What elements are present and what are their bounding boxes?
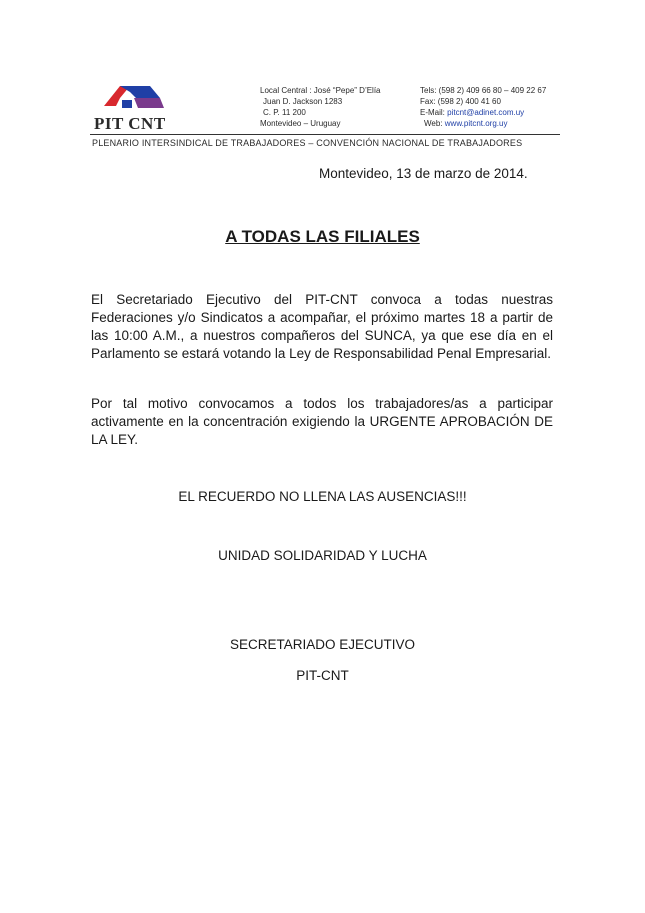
motto: UNIDAD SOLIDARIDAD Y LUCHA bbox=[218, 548, 427, 563]
contact-details bbox=[420, 85, 546, 129]
address-line: Local Central : José “Pepe” D’Elía bbox=[260, 86, 381, 95]
email-line bbox=[420, 107, 546, 118]
fax-line: Fax: (598 2) 400 41 60 bbox=[420, 97, 501, 106]
body-paragraph: Por tal motivo convocamos a todos los trabajadores/as a participar activamente en la concentración exigiendo la URGENTE APROBACIÓN DE LA LEY. bbox=[91, 396, 553, 447]
letter-date: Montevideo, 13 de marzo de 2014. bbox=[319, 166, 528, 181]
slogan: EL RECUERDO NO LLENA LAS AUSENCIAS!!! bbox=[178, 489, 467, 504]
contact-address bbox=[260, 85, 381, 129]
email-label: E-Mail: bbox=[420, 108, 445, 117]
address-line: Montevideo – Uruguay bbox=[260, 119, 341, 128]
tels-line: Tels: (598 2) 409 66 80 – 409 22 67 bbox=[420, 86, 547, 95]
logo-text: PIT CNT bbox=[94, 114, 166, 133]
address-line: Juan D. Jackson 1283 bbox=[263, 97, 343, 106]
signature-line2: PIT-CNT bbox=[296, 668, 349, 683]
signature-line1: SECRETARIADO EJECUTIVO bbox=[229, 637, 416, 652]
logo-purple-shape bbox=[134, 98, 164, 108]
address-line: C. P. 11 200 bbox=[263, 108, 306, 117]
logo-blue-bar bbox=[122, 100, 132, 108]
header-divider bbox=[90, 134, 560, 135]
email-link[interactable]: pitcnt@adinet.com.uy bbox=[447, 108, 525, 117]
web-link[interactable]: www.pitcnt.org.uy bbox=[444, 119, 508, 128]
logo-blue-shape bbox=[120, 86, 160, 98]
web-label: Web: bbox=[424, 119, 443, 128]
letterhead bbox=[90, 78, 560, 152]
body-paragraph: El Secretariado Ejecutivo del PIT-CNT convoca a todas nuestras Federaciones y/o Sindicatos a acompañar, el próximo martes 18 a partir de las 10:00 A.M., a nuestros compañeros del SUNCA, ya que ese día en el Parlamento se estará votando la Ley de Responsabilidad Penal Empresarial. bbox=[91, 292, 553, 361]
letter-title: A TODAS LAS FILIALES bbox=[225, 227, 420, 246]
letterhead-subtitle: PLENARIO INTERSINDICAL DE TRABAJADORES – CONVENCIÓN NACIONAL DE TRABAJADORES bbox=[92, 138, 523, 148]
web-line bbox=[420, 118, 546, 129]
